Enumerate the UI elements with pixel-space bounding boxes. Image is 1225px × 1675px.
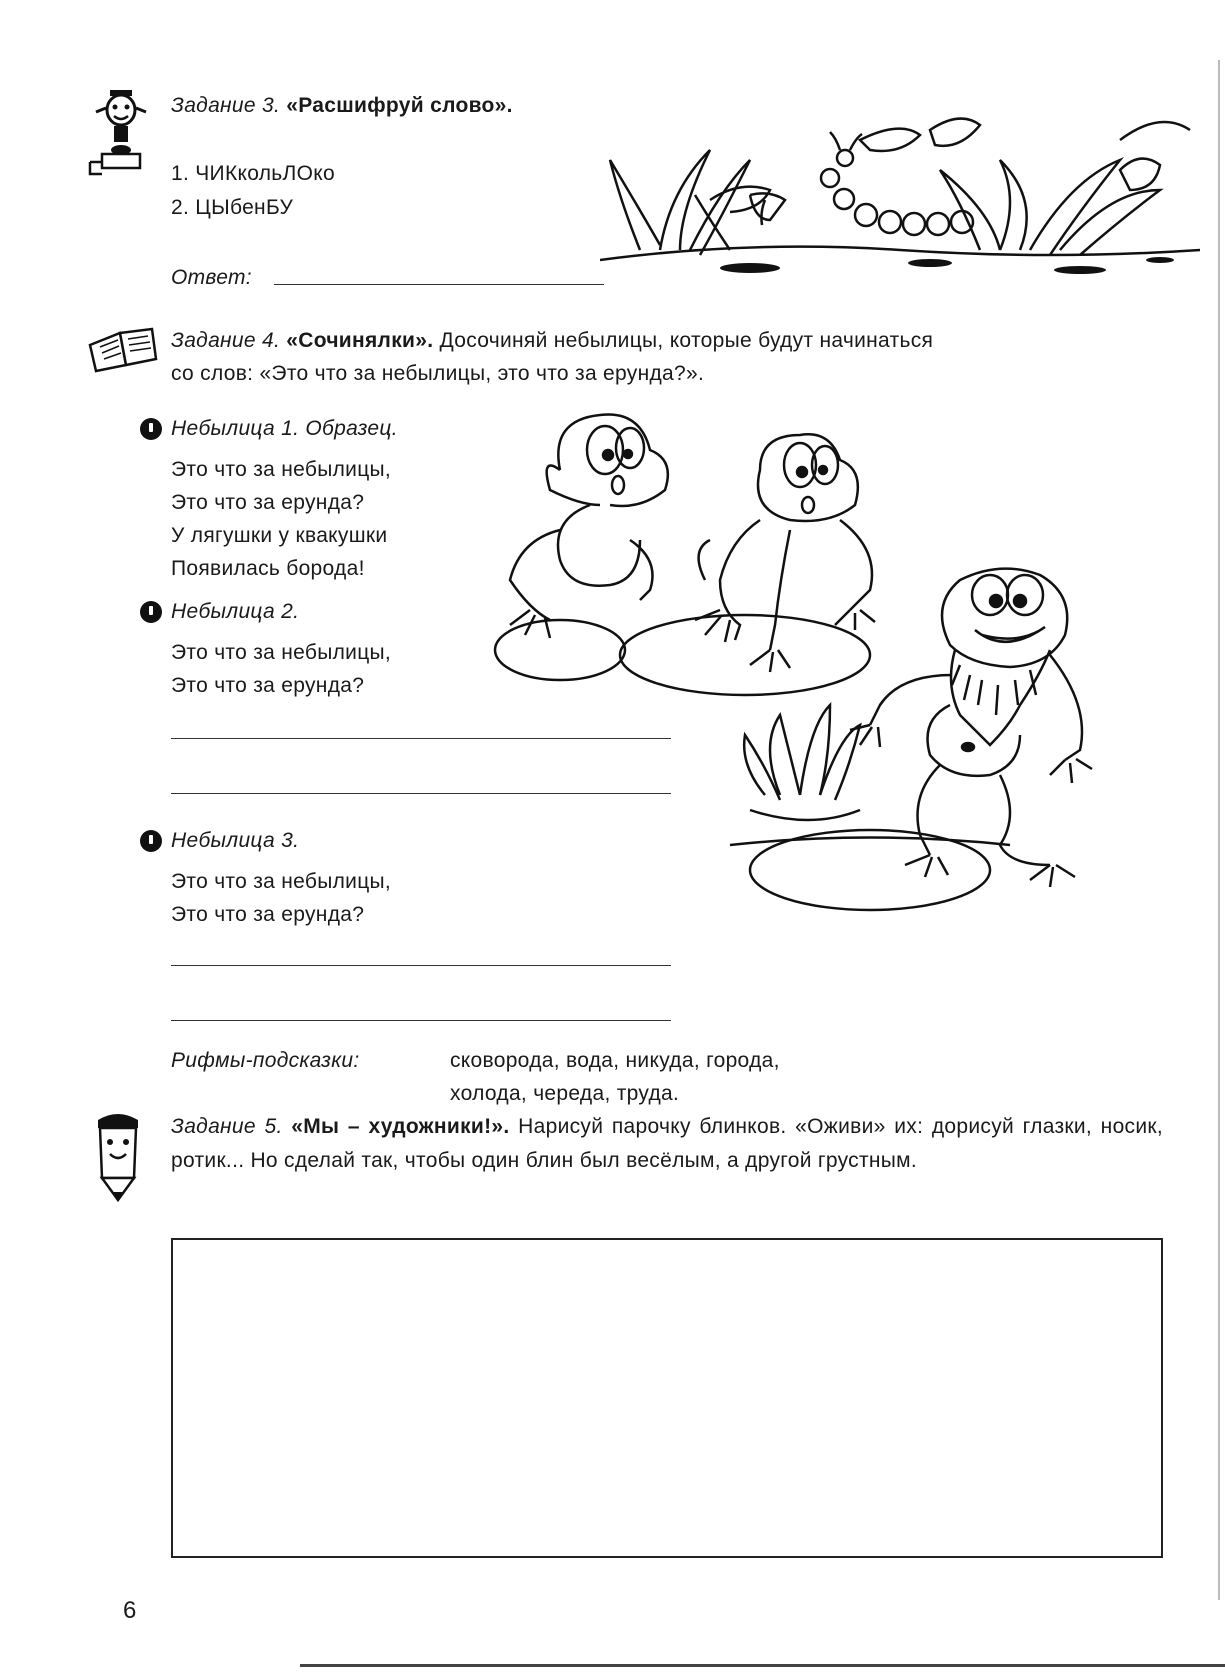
task3-item-1: 1. ЧИКкольЛОко: [171, 162, 335, 185]
task3-item-2: 2. ЦЫбенБУ: [171, 196, 294, 219]
task4-title-prefix: Задание 4.: [171, 329, 281, 352]
fable1-line: У лягушки у квакушки: [171, 524, 388, 547]
task3-title-prefix: Задание 3.: [171, 94, 281, 117]
task4-line2: со слов: «Это что за небылицы, это что за ерунда?».: [171, 362, 705, 385]
task3-title: [171, 90, 513, 122]
page-edge-bottom: [300, 1664, 1225, 1667]
fable3-bullet-icon: [140, 830, 162, 852]
fable2-answer-line[interactable]: [171, 738, 671, 739]
bearded-frog-illustration: [720, 555, 1150, 925]
answer-label: Ответ:: [171, 266, 252, 289]
fable1-bullet-icon: [140, 418, 162, 440]
page-number: 6: [123, 1597, 137, 1624]
task3-title-name: «Расшифруй слово».: [286, 94, 513, 117]
fable3-answer-line[interactable]: [171, 1020, 671, 1021]
fable3-line: Это что за ерунда?: [171, 903, 365, 926]
drawing-area[interactable]: [171, 1238, 1163, 1558]
fable1-heading: Небылица 1. Образец.: [171, 417, 398, 440]
task5-title-prefix: Задание 5.: [171, 1115, 283, 1138]
fable2-heading: Небылица 2.: [171, 600, 300, 623]
open-book-icon: [86, 325, 160, 373]
answer-line[interactable]: [274, 284, 604, 285]
fable2-bullet-icon: [140, 601, 162, 623]
page-edge-right: [1218, 60, 1220, 1600]
task5-text: [171, 1110, 1163, 1178]
fable3-line: Это что за небылицы,: [171, 870, 392, 893]
flowers-caterpillar-illustration: [600, 100, 1210, 290]
fable1-line: Появилась борода!: [171, 557, 365, 580]
fable1-line: Это что за ерунда?: [171, 491, 365, 514]
character-on-steps-icon: [88, 88, 158, 180]
fable3-answer-line[interactable]: [171, 965, 671, 966]
task4-title-name: «Сочинялки».: [286, 329, 434, 352]
fable3-heading: Небылица 3.: [171, 829, 300, 852]
fable2-line: Это что за небылицы,: [171, 641, 392, 664]
task5-title-rest: Нарисуй парочку блинков. «Оживи» их: дорисуй глазки, носик, ротик... Но сделай так, чтобы один блин был весёлым, а другой грустным.: [171, 1115, 1164, 1172]
fable2-line: Это что за ерунда?: [171, 674, 365, 697]
task4-title-rest: Досочиняй небылицы, которые будут начинаться: [439, 329, 934, 352]
fable1-line: Это что за небылицы,: [171, 458, 392, 481]
rhymes-label: Рифмы-подсказки:: [171, 1049, 360, 1072]
task5-title-name: «Мы – художники!».: [291, 1115, 510, 1138]
rhymes-line: холода, череда, труда.: [450, 1082, 680, 1105]
rhymes-line: сковорода, вода, никуда, города,: [450, 1049, 780, 1072]
fable2-answer-line[interactable]: [171, 793, 671, 794]
task4-title: [171, 325, 1163, 357]
pencil-character-icon: [90, 1108, 146, 1204]
